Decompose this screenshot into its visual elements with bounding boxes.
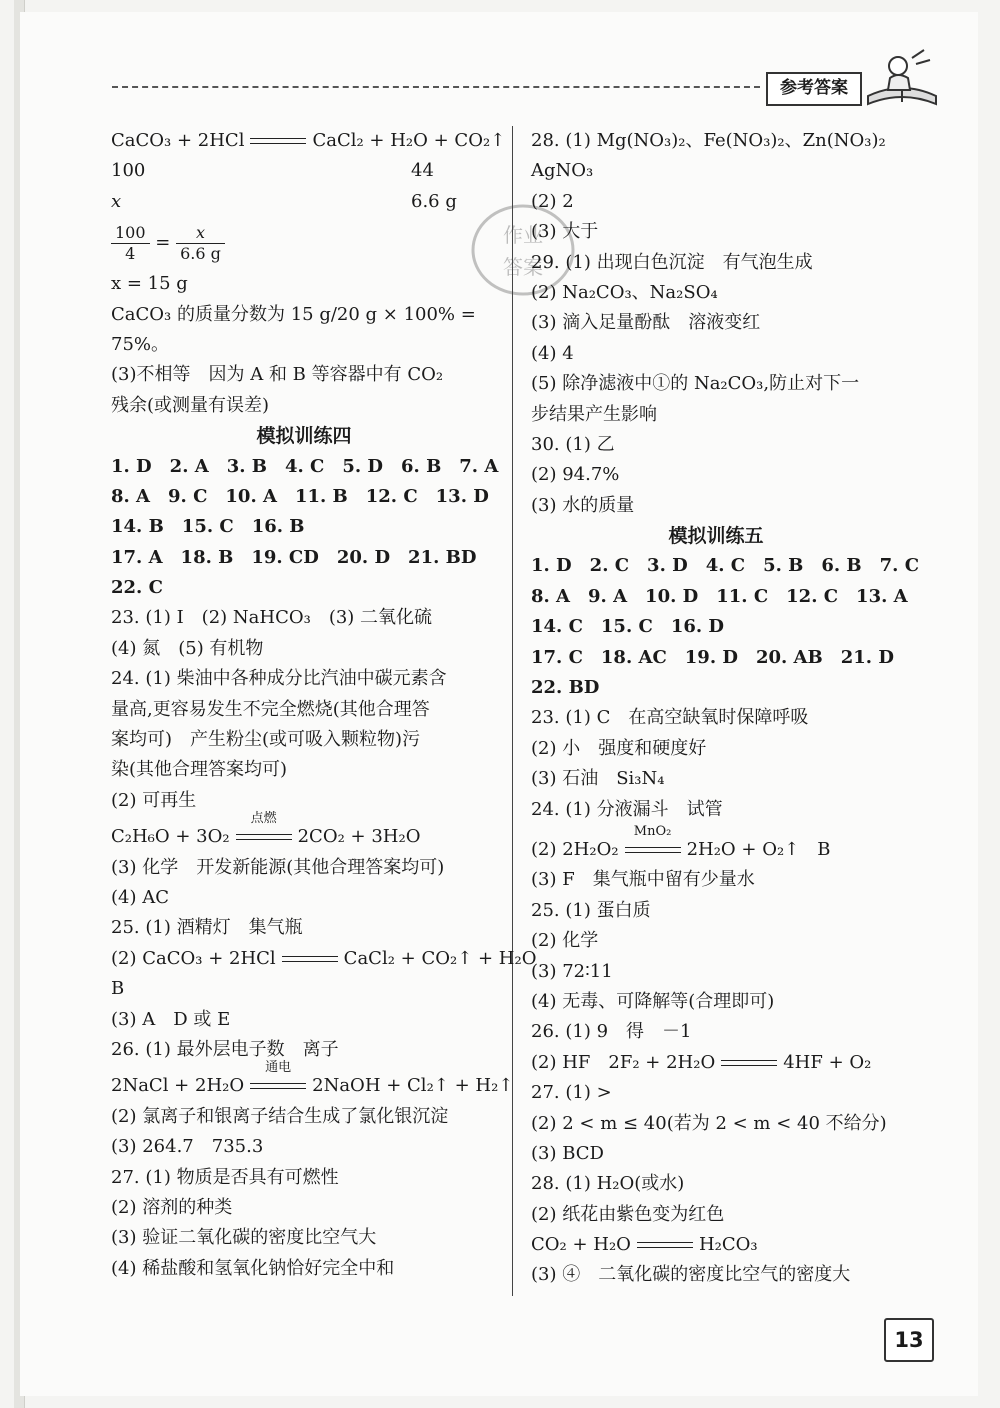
text-line: 23. (1) C 在高空缺氧时保障呼吸 [531, 707, 809, 729]
eq-lhs: (2) HF 2F₂ + 2H₂O [531, 1051, 716, 1073]
fraction-num: x [176, 223, 225, 244]
page-number: 13 [884, 1318, 934, 1362]
text-line: (3) ④ 二氧化碳的密度比空气的密度大 [531, 1264, 851, 1286]
text-line: 26. (1) 最外层电子数 离子 [111, 1038, 339, 1060]
text-line: 24. (1) 柴油中各种成分比汽油中碳元素含 [111, 668, 447, 690]
calc-value: 6.6 g [411, 190, 457, 212]
eq-lhs: 2NaCl + 2H₂O [111, 1075, 245, 1097]
mc-row: 14. C 15. C 16. D [531, 616, 725, 638]
text-line: 量高,更容易发生不完全燃烧(其他合理答 [111, 698, 430, 720]
text-line: (3) 化学 开发新能源(其他合理答案均可) [111, 856, 445, 878]
eq-lhs: C₂H₆O + 3O₂ [111, 826, 230, 848]
equation-line [111, 811, 497, 852]
text-line: 23. (1) Ⅰ (2) NaHCO₃ (3) 二氧化硫 [111, 607, 433, 629]
text-line: 案均可) 产生粉尘(或可吸入颗粒物)污 [111, 729, 421, 751]
section-badge: 参考答案 [766, 72, 862, 106]
text-line: 26. (1) 9 得 －1 [531, 1021, 692, 1043]
text-line: (2) Na₂CO₃、Na₂SO₄ [531, 281, 718, 303]
section-title: 模拟训练五 [668, 525, 764, 548]
text-line: (3) 水的质量 [531, 494, 635, 516]
text-line: B [111, 978, 125, 1000]
eq-condition: MnO₂ [633, 823, 672, 839]
calc-value: 100 [111, 160, 146, 182]
text-line: (4) 氮 (5) 有机物 [111, 637, 264, 659]
text-line: (2) 纸花由紫色变为红色 [531, 1203, 725, 1225]
text-line: CaCO₃ 的质量分数为 15 g/20 g × 100% = [111, 303, 476, 325]
text-line: AgNO₃ [531, 160, 594, 182]
text-line: 步结果产生影响 [531, 403, 657, 425]
right-column [531, 126, 920, 1291]
mc-row: 8. A 9. C 10. A 11. B 12. C 13. D [111, 485, 489, 507]
text-line: 24. (1) 分液漏斗 试管 [531, 798, 723, 820]
eq-lhs: CO₂ + H₂O [531, 1234, 631, 1256]
eq-rhs: 2NaOH + Cl₂↑ + H₂↑ [312, 1075, 514, 1097]
calc-result: x = 15 g [111, 273, 188, 295]
text-line: (3) F 集气瓶中留有少量水 [531, 869, 755, 891]
eq-rhs: 2H₂O + O₂↑ B [686, 838, 831, 860]
section-title: 模拟训练四 [256, 425, 352, 448]
text-line: (4) 4 [531, 342, 574, 364]
fraction-den: 6.6 g [180, 243, 221, 263]
equals-sign [250, 135, 306, 147]
header-rule [112, 86, 760, 88]
eq-lhs: (2) 2H₂O₂ [531, 838, 619, 860]
text-line: (2) 2 [531, 190, 574, 212]
text-line: 27. (1) > [531, 1082, 612, 1104]
text-line: 25. (1) 蛋白质 [531, 899, 651, 921]
eq-rhs: 2CO₂ + 3H₂O [297, 826, 421, 848]
equals-sign [637, 1239, 693, 1251]
text-line: 28. (1) Mg(NO₃)₂、Fe(NO₃)₂、Zn(NO₃)₂ [531, 130, 886, 151]
equation-line [531, 823, 901, 865]
text-line: (3) BCD [531, 1142, 604, 1164]
eq-lhs: (2) CaCO₃ + 2HCl [111, 947, 276, 969]
mc-row: 17. C 18. AC 19. D 20. AB 21. D [531, 646, 894, 668]
text-line: 27. (1) 物质是否具有可燃性 [111, 1166, 339, 1188]
text-line: (3) 滴入足量酚酞 溶液变红 [531, 312, 761, 334]
text-line: (3) 72∶11 [531, 960, 613, 982]
equation-line [531, 1048, 901, 1078]
eq-rhs: 4HF + O₂ [783, 1051, 872, 1073]
calc-row [111, 187, 497, 217]
text-line: 28. (1) H₂O(或水) [531, 1173, 685, 1195]
equals-sign [625, 823, 681, 856]
eq-rhs: CaCl₂ + CO₂↑ + H₂O [343, 947, 537, 969]
text-line: (3) 验证二氧化碳的密度比空气大 [111, 1227, 377, 1249]
fraction-den: 4 [125, 243, 136, 263]
text-line: (3) 264.7 735.3 [111, 1136, 264, 1158]
text-line: (2) 氯离子和银离子结合生成了氯化银沉淀 [111, 1105, 449, 1127]
mc-row: 22. BD [531, 677, 600, 699]
text-line: 染(其他合理答案均可) [111, 759, 288, 781]
mc-row: 8. A 9. A 10. D 11. C 12. C 13. A [531, 585, 908, 607]
text-line: (4) 稀盐酸和氢氧化钠恰好完全中和 [111, 1257, 395, 1279]
text-line: (2) 2 < m ≤ 40(若为 2 < m < 40 不给分) [531, 1112, 887, 1134]
equals-sign [721, 1057, 777, 1069]
calc-value: 44 [411, 160, 434, 182]
ratio-equation [111, 217, 497, 269]
fraction-num: 100 [111, 223, 150, 244]
eq-condition: 点燃 [250, 811, 277, 827]
fraction [176, 223, 225, 264]
text-line: (2) 小 强度和硬度好 [531, 737, 707, 759]
equation-line [111, 944, 537, 974]
reaction-rhs: CaCl₂ + H₂O + CO₂↑ [312, 130, 506, 151]
fraction [111, 223, 150, 264]
text-line: (3) 石油 Si₃N₄ [531, 768, 665, 790]
text-line: 25. (1) 酒精灯 集气瓶 [111, 917, 303, 939]
watermark-text-1: 作业 [503, 223, 543, 247]
mc-row: 1. D 2. C 3. D 4. C 5. B 6. B 7. C [531, 555, 920, 577]
text-line: (3)不相等 因为 A 和 B 等容器中有 CO₂ [111, 364, 444, 386]
reading-mascot-icon [862, 44, 942, 114]
text-line: (2) 化学 [531, 930, 599, 952]
watermark-text-2: 答案 [503, 255, 543, 279]
equation-line [531, 1230, 901, 1260]
mc-row: 14. B 15. C 16. B [111, 516, 305, 538]
eq-condition: 通电 [265, 1060, 292, 1076]
equals: = [155, 232, 171, 254]
calc-row [111, 156, 497, 186]
text-line: 75%。 [111, 333, 170, 355]
text-line: (2) 溶剂的种类 [111, 1196, 233, 1218]
mc-row: 22. C [111, 577, 163, 599]
text-line: (4) 无毒、可降解等(合理即可) [531, 990, 775, 1012]
equals-sign [250, 1060, 306, 1092]
text-line: (5) 除净滤液中①的 Na₂CO₃,防止对下一 [531, 373, 860, 395]
text-line: 29. (1) 出现白色沉淀 有气泡生成 [531, 251, 813, 273]
equals-sign [236, 811, 292, 843]
equation-line [111, 1060, 514, 1101]
reaction-lhs: CaCO₃ + 2HCl [111, 130, 245, 151]
mc-row: 1. D 2. A 3. B 4. C 5. D 6. B 7. A [111, 455, 499, 477]
eq-rhs: H₂CO₃ [698, 1234, 758, 1256]
calc-value: x [111, 190, 122, 212]
text-line: 30. (1) 乙 [531, 433, 615, 455]
text-line: (2) 94.7% [531, 464, 620, 486]
text-line: (3) 大于 [531, 221, 599, 243]
column-divider [512, 126, 513, 1296]
text-line: (2) 可再生 [111, 789, 197, 811]
mc-row: 17. A 18. B 19. CD 20. D 21. BD [111, 546, 477, 568]
text-line: (3) A D 或 E [111, 1008, 231, 1030]
text-line: 残余(或测量有误差) [111, 394, 270, 416]
reaction-equation [111, 126, 506, 156]
equals-sign [282, 953, 338, 965]
text-line: (4) AC [111, 886, 169, 908]
